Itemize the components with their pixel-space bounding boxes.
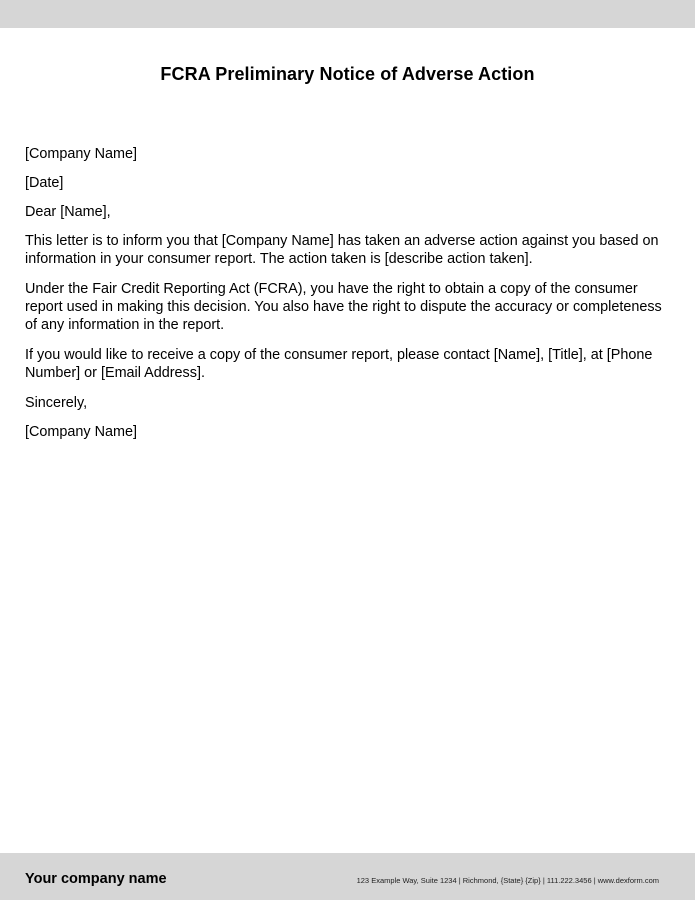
company-name-placeholder: [Company Name] — [25, 146, 137, 162]
salutation: Dear [Name], — [25, 204, 111, 220]
paragraph-fcra-rights: Under the Fair Credit Reporting Act (FCRA), you have the right to obtain a copy of the consumer report used in making this decision. You also have the right to dispute the accuracy or completeness of any information in the report. — [25, 281, 662, 333]
footer-company-name: Your company name — [25, 871, 167, 887]
footer-contact-line: 123 Example Way, Suite 1234 | Richmond, {State} {Zip} | 111.222.3456 | www.dexform.com — [356, 876, 659, 885]
paragraph-adverse-action: This letter is to inform you that [Company Name] has taken an adverse action against you based on information in your consumer report. The action taken is [describe action taken]. — [25, 233, 659, 267]
top-header-band — [0, 0, 695, 28]
closing: Sincerely, — [25, 395, 88, 411]
paragraph-contact: If you would like to receive a copy of the consumer report, please contact [Name], [Title], at [Phone Number] or [Email Address]. — [25, 347, 653, 381]
page-title: FCRA Preliminary Notice of Adverse Action — [160, 64, 535, 84]
signature: [Company Name] — [25, 424, 137, 440]
date-placeholder: [Date] — [25, 175, 64, 191]
page-footer — [0, 853, 695, 900]
